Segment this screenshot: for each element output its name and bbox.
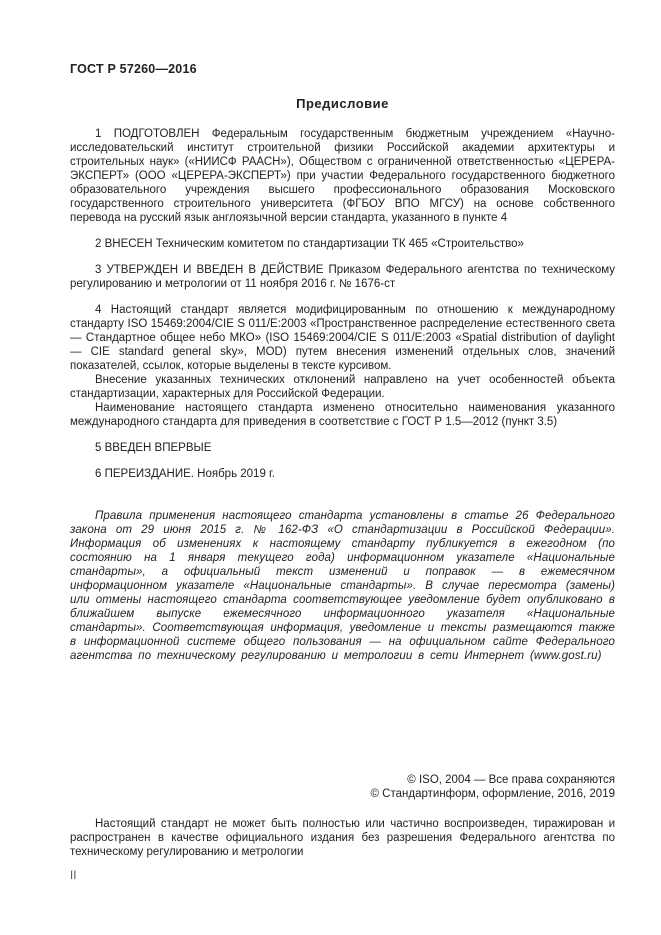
- foreword-item-4-note-1: Внесение указанных технических отклонений направлено на учет особенностей объекта стандартизации, характерных для Российской Федерации.: [70, 374, 615, 400]
- foreword-item-1: 1 ПОДГОТОВЛЕН Федеральным государственным бюджетным учреждением «Научно-исследовательский институт строительной физики Российской академии архитектуры и строительных наук» («НИИСФ РААСН»), Обществом с ограниченной ответственностью «ЦЕРЕРА-ЭКСПЕРТ» (ООО «ЦЕРЕРА-ЭКСПЕРТ») при участии Федерального государственного бюджетного образовательного учреждения высшего профессионального образования Московского государственного строительного университета (ФГБОУ ВПО МГСУ) на основе собственного перевода на русский язык англоязычной версии стандарта, указанного в пункте 4: [70, 128, 615, 224]
- legal-notice: Правила применения настоящего стандарта установлены в статье 26 Федерального закона от 29 июня 2015 г. № 162-ФЗ «О стандартизации в Российской Федерации». Информация об изменениях к настоящему стандарту публикуется в ежегодном (по состоянию на 1 января текущего года) информационном указателе «Национальные стандарты», а официальный текст изменений и поправок — в ежемесячном информационном указателе «Национальные стандарты». В случае пересмотра (замены) или отмены настоящего стандарта соответствующее уведомление будет опубликовано в ближайшем выпуске ежемесячного информационного указателя «Национальные стандарты». Соответствующая информация, уведомление и тексты размещаются также в информационной системе общего пользования — на официальном сайте Федерального агентства по техническому регулированию и метрологии в сети Интернет (www.gost.ru): [70, 510, 615, 662]
- foreword-item-4-note-2: Наименование настоящего стандарта изменено относительно наименования указанного международного стандарта для приведения в соответствие с ГОСТ Р 1.5—2012 (пункт 3.5): [70, 402, 615, 428]
- foreword-item-6: 6 ПЕРЕИЗДАНИЕ. Ноябрь 2019 г.: [95, 468, 276, 480]
- copyright-standartinform-line: © Стандартинформ, оформление, 2016, 2019: [370, 788, 615, 800]
- copyright-block: [70, 773, 615, 801]
- page-number: II: [70, 870, 77, 882]
- page-title: Предисловие: [296, 96, 389, 111]
- foreword-item-4: 4 Настоящий стандарт является модифицированным по отношению к международному стандарту ISO 15469:2004/CIE S 011/E:2003 «Пространственное распределение естественного света — Стандартное общее небо МКО» (ISO 15469:2004/CIE S 011/E:2003 «Spatial distribution of daylight — CIE standard general sky», MOD) путем внесения изменений отдельных слов, значений показателей, ссылок, которые выделены в тексте курсивом.: [70, 304, 615, 372]
- foreword-item-5: 5 ВВЕДЕН ВПЕРВЫЕ: [95, 442, 212, 454]
- foreword-item-2: 2 ВНЕСЕН Техническим комитетом по стандартизации ТК 465 «Строительство»: [95, 238, 524, 250]
- foreword-item-3: 3 УТВЕРЖДЕН И ВВЕДЕН В ДЕЙСТВИЕ Приказом Федерального агентства по техническому регулированию и метрологии от 11 ноября 2016 г. № 1676-ст: [70, 264, 615, 290]
- copyright-iso-line: © ISO, 2004 — Все права сохраняются: [407, 774, 615, 786]
- doc-code: ГОСТ Р 57260—2016: [70, 62, 197, 76]
- reproduction-notice: Настоящий стандарт не может быть полностью или частично воспроизведен, тиражирован и распространен в качестве официального издания без разрешения Федерального агентства по техническому регулированию и метрологии: [70, 818, 615, 858]
